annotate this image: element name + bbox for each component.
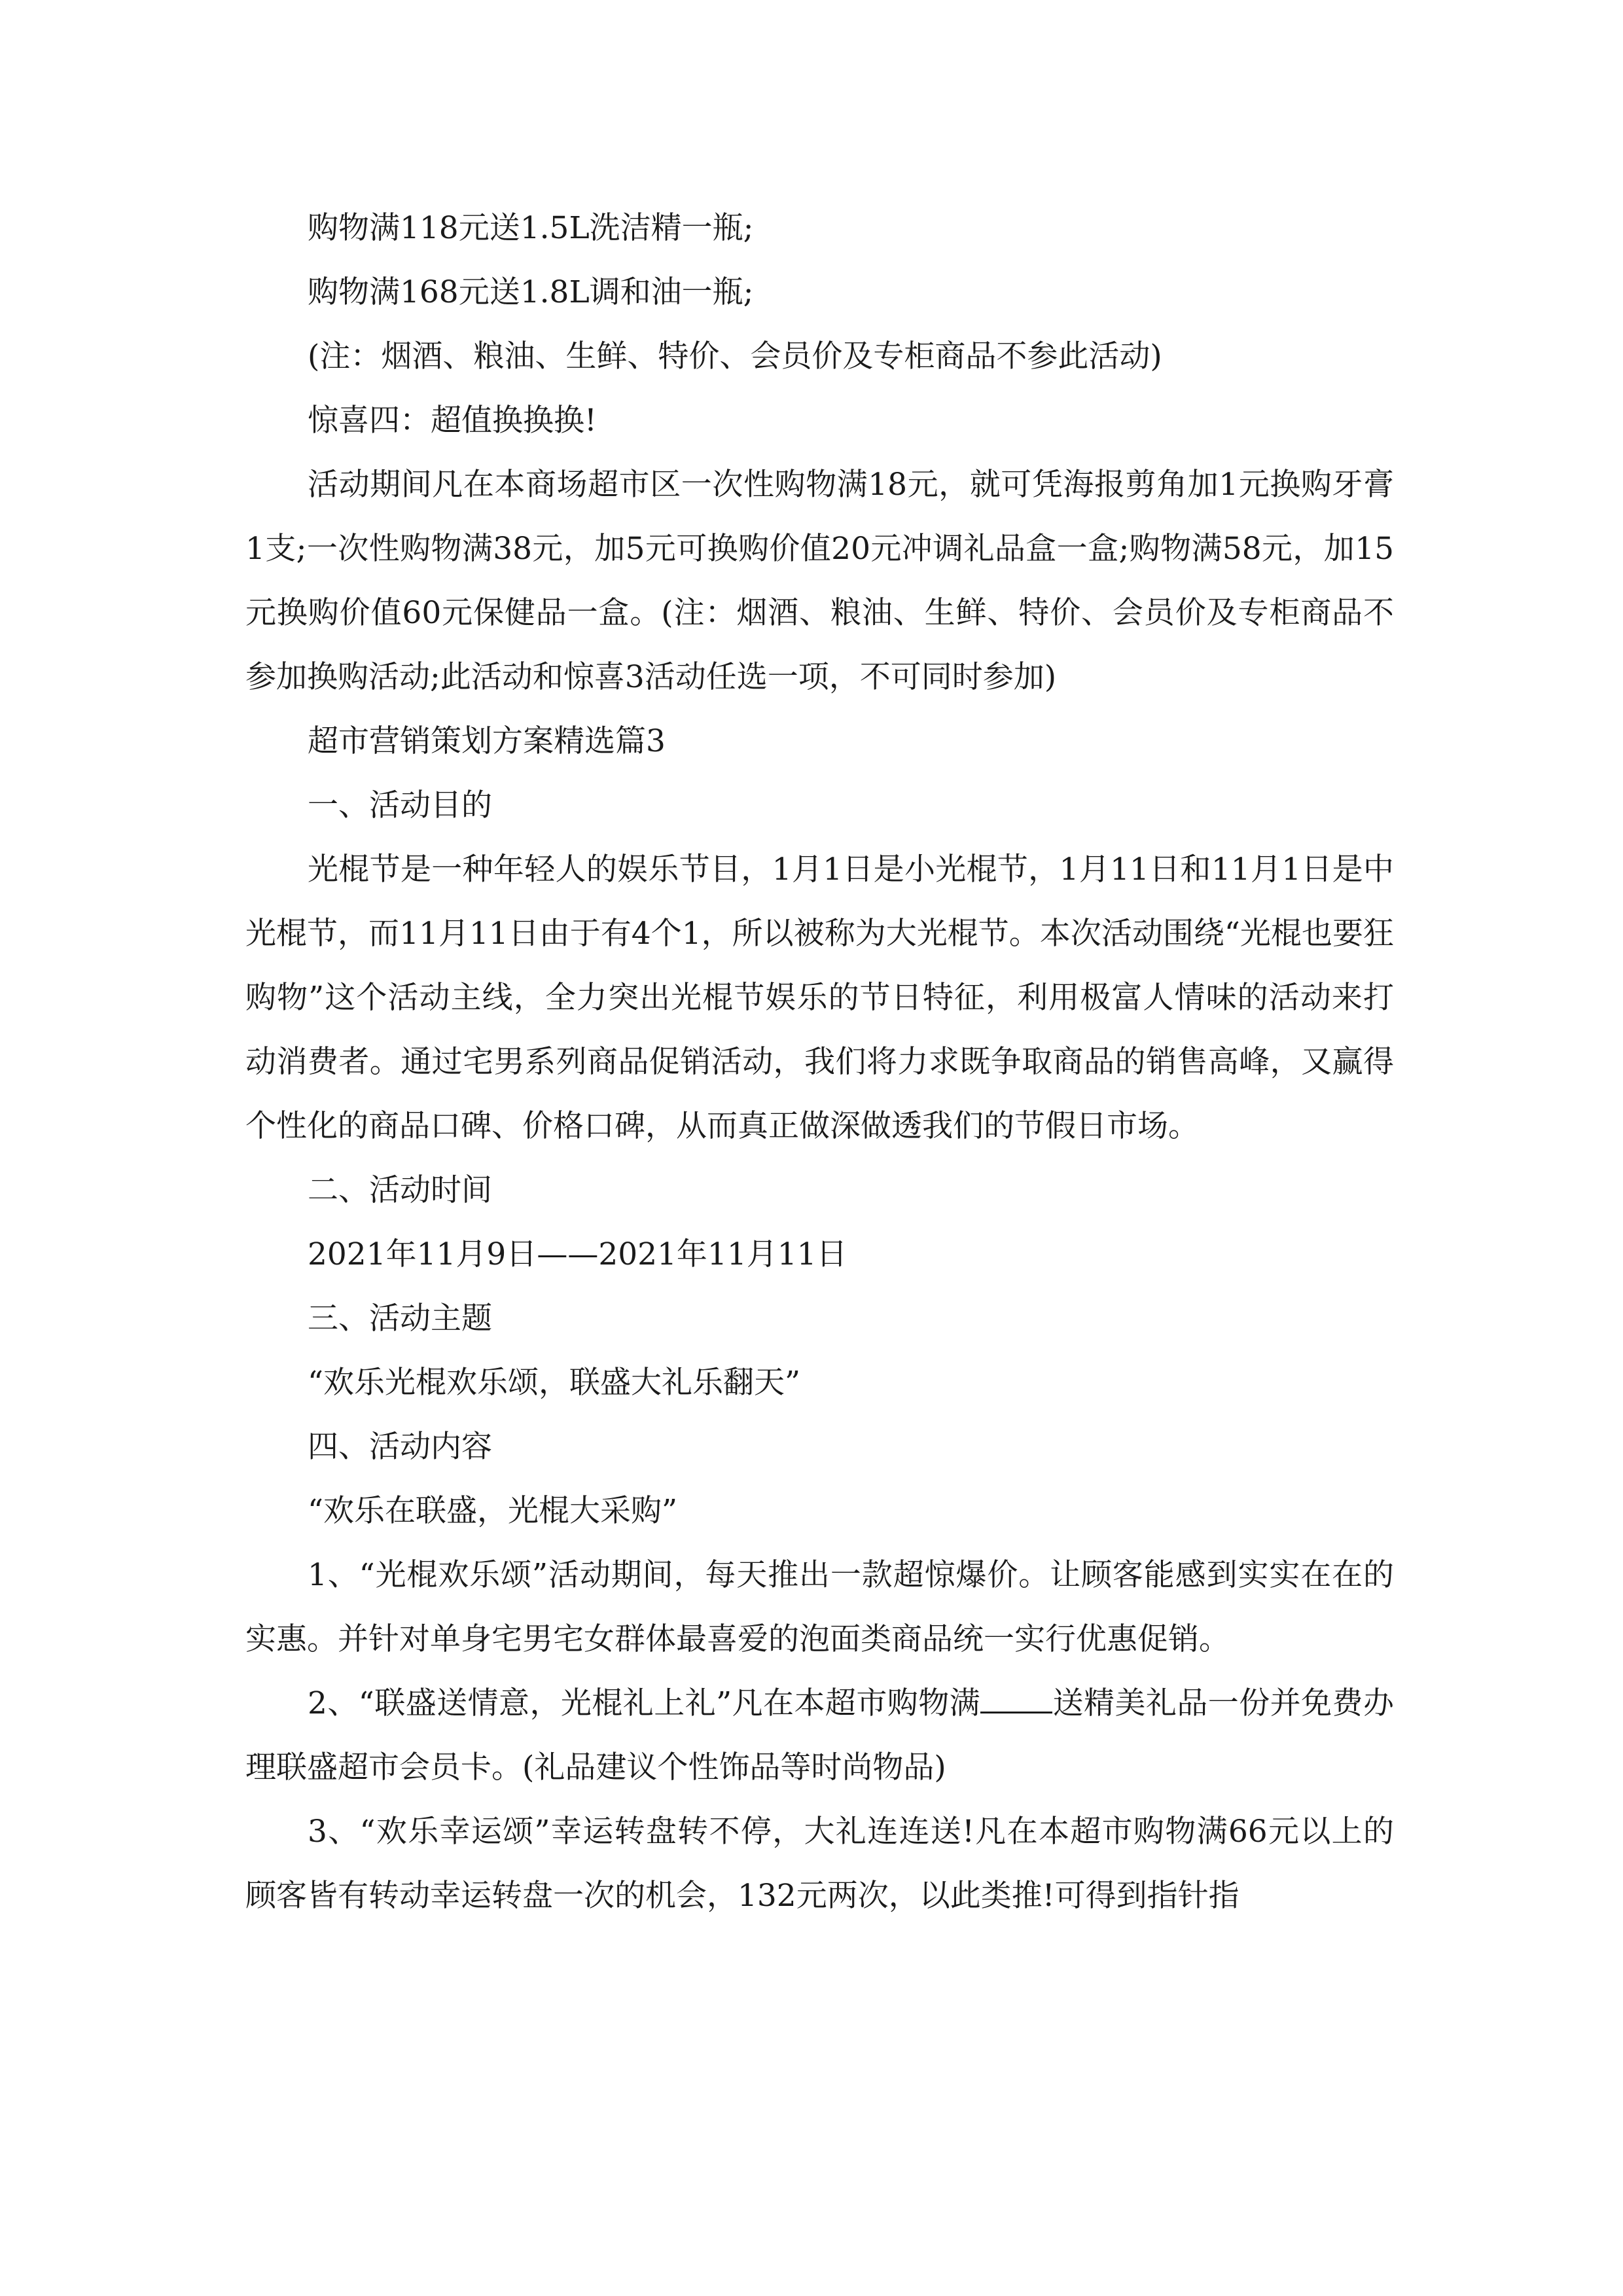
- paragraph-surprise-four: 惊喜四：超值换换换!: [308, 403, 597, 439]
- paragraph-gift-168: 购物满168元送1.8L调和油一瓶;: [308, 274, 754, 310]
- paragraph-item-2: [245, 1672, 1394, 1800]
- paragraph-content-slogan: “欢乐在联盛，光棍大采购”: [308, 1493, 678, 1529]
- paragraph-item-3: 3、“欢乐幸运颂”幸运转盘转不停，大礼连连送!凡在本超市购物满66元以上的顾客皆有转动幸运转盘一次的机会，132元两次，以此类推!可得到指针指: [245, 1814, 1394, 1914]
- heading-activity-time: 二、活动时间: [308, 1172, 492, 1208]
- paragraph-item-1: 1、“光棍欢乐颂”活动期间，每天推出一款超惊爆价。让顾客能感到实实在在的实惠。并针对单身宅男宅女群体最喜爱的泡面类商品统一实行优惠促销。: [245, 1557, 1394, 1657]
- fill-in-blank: [980, 1685, 1052, 1713]
- paragraph-theme-slogan: “欢乐光棍欢乐颂，联盛大礼乐翻天”: [308, 1365, 801, 1401]
- item-2-part-a: 2、“联盛送情意，光棍礼上礼”凡在本超市购物满: [308, 1685, 981, 1721]
- section-title-plan-3: 超市营销策划方案精选篇3: [308, 723, 666, 759]
- heading-activity-theme: 三、活动主题: [308, 1300, 492, 1336]
- paragraph-activity-dates: 2021年11月9日——2021年11月11日: [308, 1236, 847, 1272]
- heading-activity-content: 四、活动内容: [308, 1429, 492, 1465]
- item-2-part-b: 送精美礼品一份并免费办理联盛超市会员卡。(礼品建议个性饰品等时尚物品): [245, 1685, 1395, 1785]
- paragraph-note-exclusions: (注：烟酒、粮油、生鲜、特价、会员价及专柜商品不参此活动): [308, 338, 1162, 374]
- paragraph-purpose-body: 光棍节是一种年轻人的娱乐节目，1月1日是小光棍节，1月11日和11月1日是中光棍节，而11月11日由于有4个1，所以被称为大光棍节。本次活动围绕“光棍也要狂购物”这个活动主线，全力突出光棍节娱乐的节日特征，利用极富人情味的活动来打动消费者。通过宅男系列商品促销活动，我们将力求既争取商品的销售高峰，又赢得个性化的商品口碑、价格口碑，从而真正做深做透我们的节假日市场。: [245, 852, 1394, 1144]
- paragraph-gift-118: 购物满118元送1.5L洗洁精一瓶;: [308, 210, 754, 246]
- document-body: [245, 196, 1394, 1928]
- paragraph-exchange-details: 活动期间凡在本商场超市区一次性购物满18元，就可凭海报剪角加1元换购牙膏1支;一次性购物满38元，加5元可换购价值20元冲调礼品盒一盒;购物满58元，加15元换购价值60元保健品一盒。(注：烟酒、粮油、生鲜、特价、会员价及专柜商品不参加换购活动;此活动和惊喜3活动任选一项，不可同时参加): [245, 467, 1394, 695]
- heading-activity-purpose: 一、活动目的: [308, 787, 492, 823]
